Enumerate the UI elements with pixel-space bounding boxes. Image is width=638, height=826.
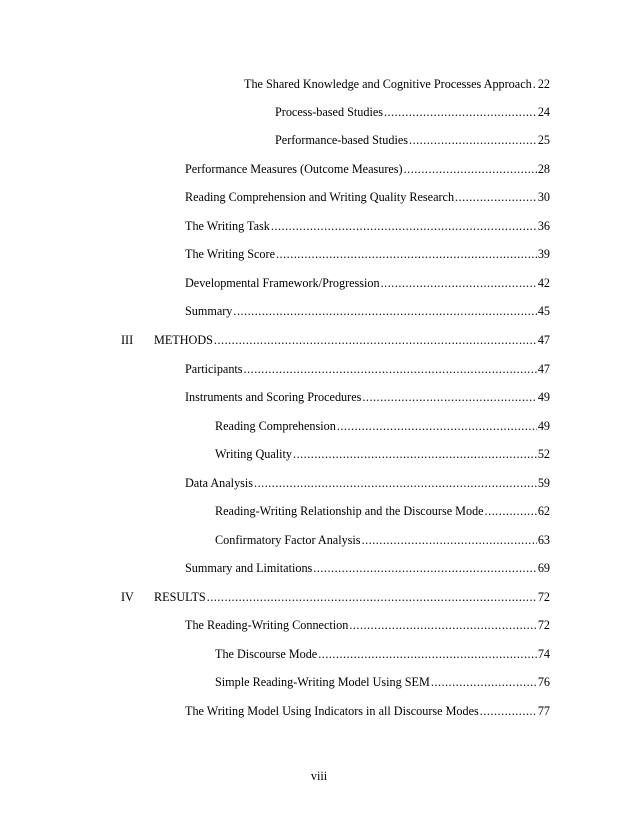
toc-entry-page: 62 (537, 504, 550, 518)
toc-entry-page: 59 (537, 476, 550, 490)
toc-dot-leader (362, 389, 536, 405)
toc-entry (185, 246, 550, 262)
toc-dot-leader (381, 275, 537, 291)
toc-dot-leader (318, 646, 537, 662)
toc-entry-page: 28 (537, 162, 550, 176)
toc-dot-leader (276, 246, 537, 262)
toc-entry-page: 49 (537, 390, 550, 404)
toc-entry-title: METHODS (154, 333, 213, 347)
toc-dot-leader (409, 132, 537, 148)
toc-entry (215, 446, 550, 462)
toc-dot-leader (384, 104, 537, 120)
toc-entry (215, 503, 550, 519)
toc-entry-page: 52 (537, 447, 550, 461)
toc-dot-leader (431, 674, 537, 690)
toc-entry (215, 674, 550, 690)
toc-entry-title: The Reading-Writing Connection (185, 618, 349, 632)
toc-entry-page: 72 (537, 590, 550, 604)
toc-entry-page: 42 (537, 276, 550, 290)
toc-dot-leader (244, 361, 537, 377)
toc-entry-page: 22 (537, 77, 550, 91)
toc-entry-title: Reading Comprehension and Writing Quality Research (185, 190, 455, 204)
toc-entry (185, 361, 550, 377)
toc-entry-title: Performance-based Studies (275, 133, 409, 147)
toc-chapter-entry (154, 332, 550, 348)
toc-dot-leader (254, 475, 537, 491)
toc-entry-page: 24 (537, 105, 550, 119)
toc-entry-page: 77 (537, 704, 550, 718)
toc-entry-title: The Shared Knowledge and Cognitive Processes Approach (244, 77, 532, 91)
toc-entry-title: Data Analysis (185, 476, 254, 490)
toc-entry-title: Simple Reading-Writing Model Using SEM (215, 675, 430, 689)
toc-dot-leader (533, 76, 537, 92)
toc-entry-title: Process-based Studies (275, 105, 383, 119)
toc-entry-title: Developmental Framework/Progression (185, 276, 380, 290)
toc-entry (185, 218, 550, 234)
toc-chapter-entry (154, 589, 550, 605)
toc-entry-page: 47 (537, 362, 550, 376)
toc-entry (215, 646, 550, 662)
toc-dot-leader (271, 218, 537, 234)
toc-entry (185, 703, 550, 719)
toc-dot-leader (293, 446, 537, 462)
toc-dot-leader (362, 532, 537, 548)
toc-entry-title: RESULTS (154, 590, 206, 604)
toc-dot-leader (485, 503, 537, 519)
toc-entry (185, 475, 550, 491)
toc-entry-page: 76 (537, 675, 550, 689)
toc-entry-title: Performance Measures (Outcome Measures) (185, 162, 403, 176)
chapter-number: III (121, 333, 134, 347)
toc-entry (185, 560, 550, 576)
toc-entry (185, 161, 550, 177)
toc-entry-page: 72 (537, 618, 550, 632)
toc-entry-title: The Discourse Mode (215, 647, 318, 661)
toc-entry-page: 69 (537, 561, 550, 575)
toc-dot-leader (349, 617, 536, 633)
toc-entry-title: Summary and Limitations (185, 561, 313, 575)
page-number-footer: viii (310, 769, 328, 783)
toc-dot-leader (214, 332, 537, 348)
toc-dot-leader (233, 303, 536, 319)
toc-entry (275, 132, 550, 148)
toc-dot-leader (207, 589, 537, 605)
toc-entry (275, 104, 550, 120)
toc-entry-title: The Writing Task (185, 219, 270, 233)
toc-dot-leader (313, 560, 537, 576)
toc-entry-page: 63 (537, 533, 550, 547)
toc-dot-leader (480, 703, 537, 719)
toc-dot-leader (337, 418, 537, 434)
toc-entry (185, 275, 550, 291)
toc-entry-title: The Writing Score (185, 247, 275, 261)
toc-entry-page: 74 (537, 647, 550, 661)
toc-entry-page: 47 (537, 333, 550, 347)
toc-entry-title: Participants (185, 362, 243, 376)
toc-entry-page: 36 (537, 219, 550, 233)
toc-dot-leader (455, 189, 537, 205)
toc-entry-title: Reading-Writing Relationship and the Discourse Mode (215, 504, 484, 518)
toc-entry-title: The Writing Model Using Indicators in all Discourse Modes (185, 704, 479, 718)
toc-entry-title: Confirmatory Factor Analysis (215, 533, 361, 547)
toc-dot-leader (404, 161, 537, 177)
toc-entry (244, 76, 550, 92)
toc-entry (215, 418, 550, 434)
toc-entry-title: Summary (185, 304, 233, 318)
toc-entry (185, 389, 550, 405)
toc-entry-page: 25 (537, 133, 550, 147)
toc-entry-page: 45 (537, 304, 550, 318)
toc-entry-title: Instruments and Scoring Procedures (185, 390, 362, 404)
toc-entry-title: Reading Comprehension (215, 419, 336, 433)
toc-entry-page: 49 (537, 419, 550, 433)
chapter-number: IV (121, 590, 134, 604)
toc-entry-title: Writing Quality (215, 447, 293, 461)
toc-entry (185, 303, 550, 319)
toc-entry (215, 532, 550, 548)
toc-entry-page: 30 (537, 190, 550, 204)
toc-entry (185, 617, 550, 633)
toc-entry-page: 39 (537, 247, 550, 261)
toc-entry (185, 189, 550, 205)
